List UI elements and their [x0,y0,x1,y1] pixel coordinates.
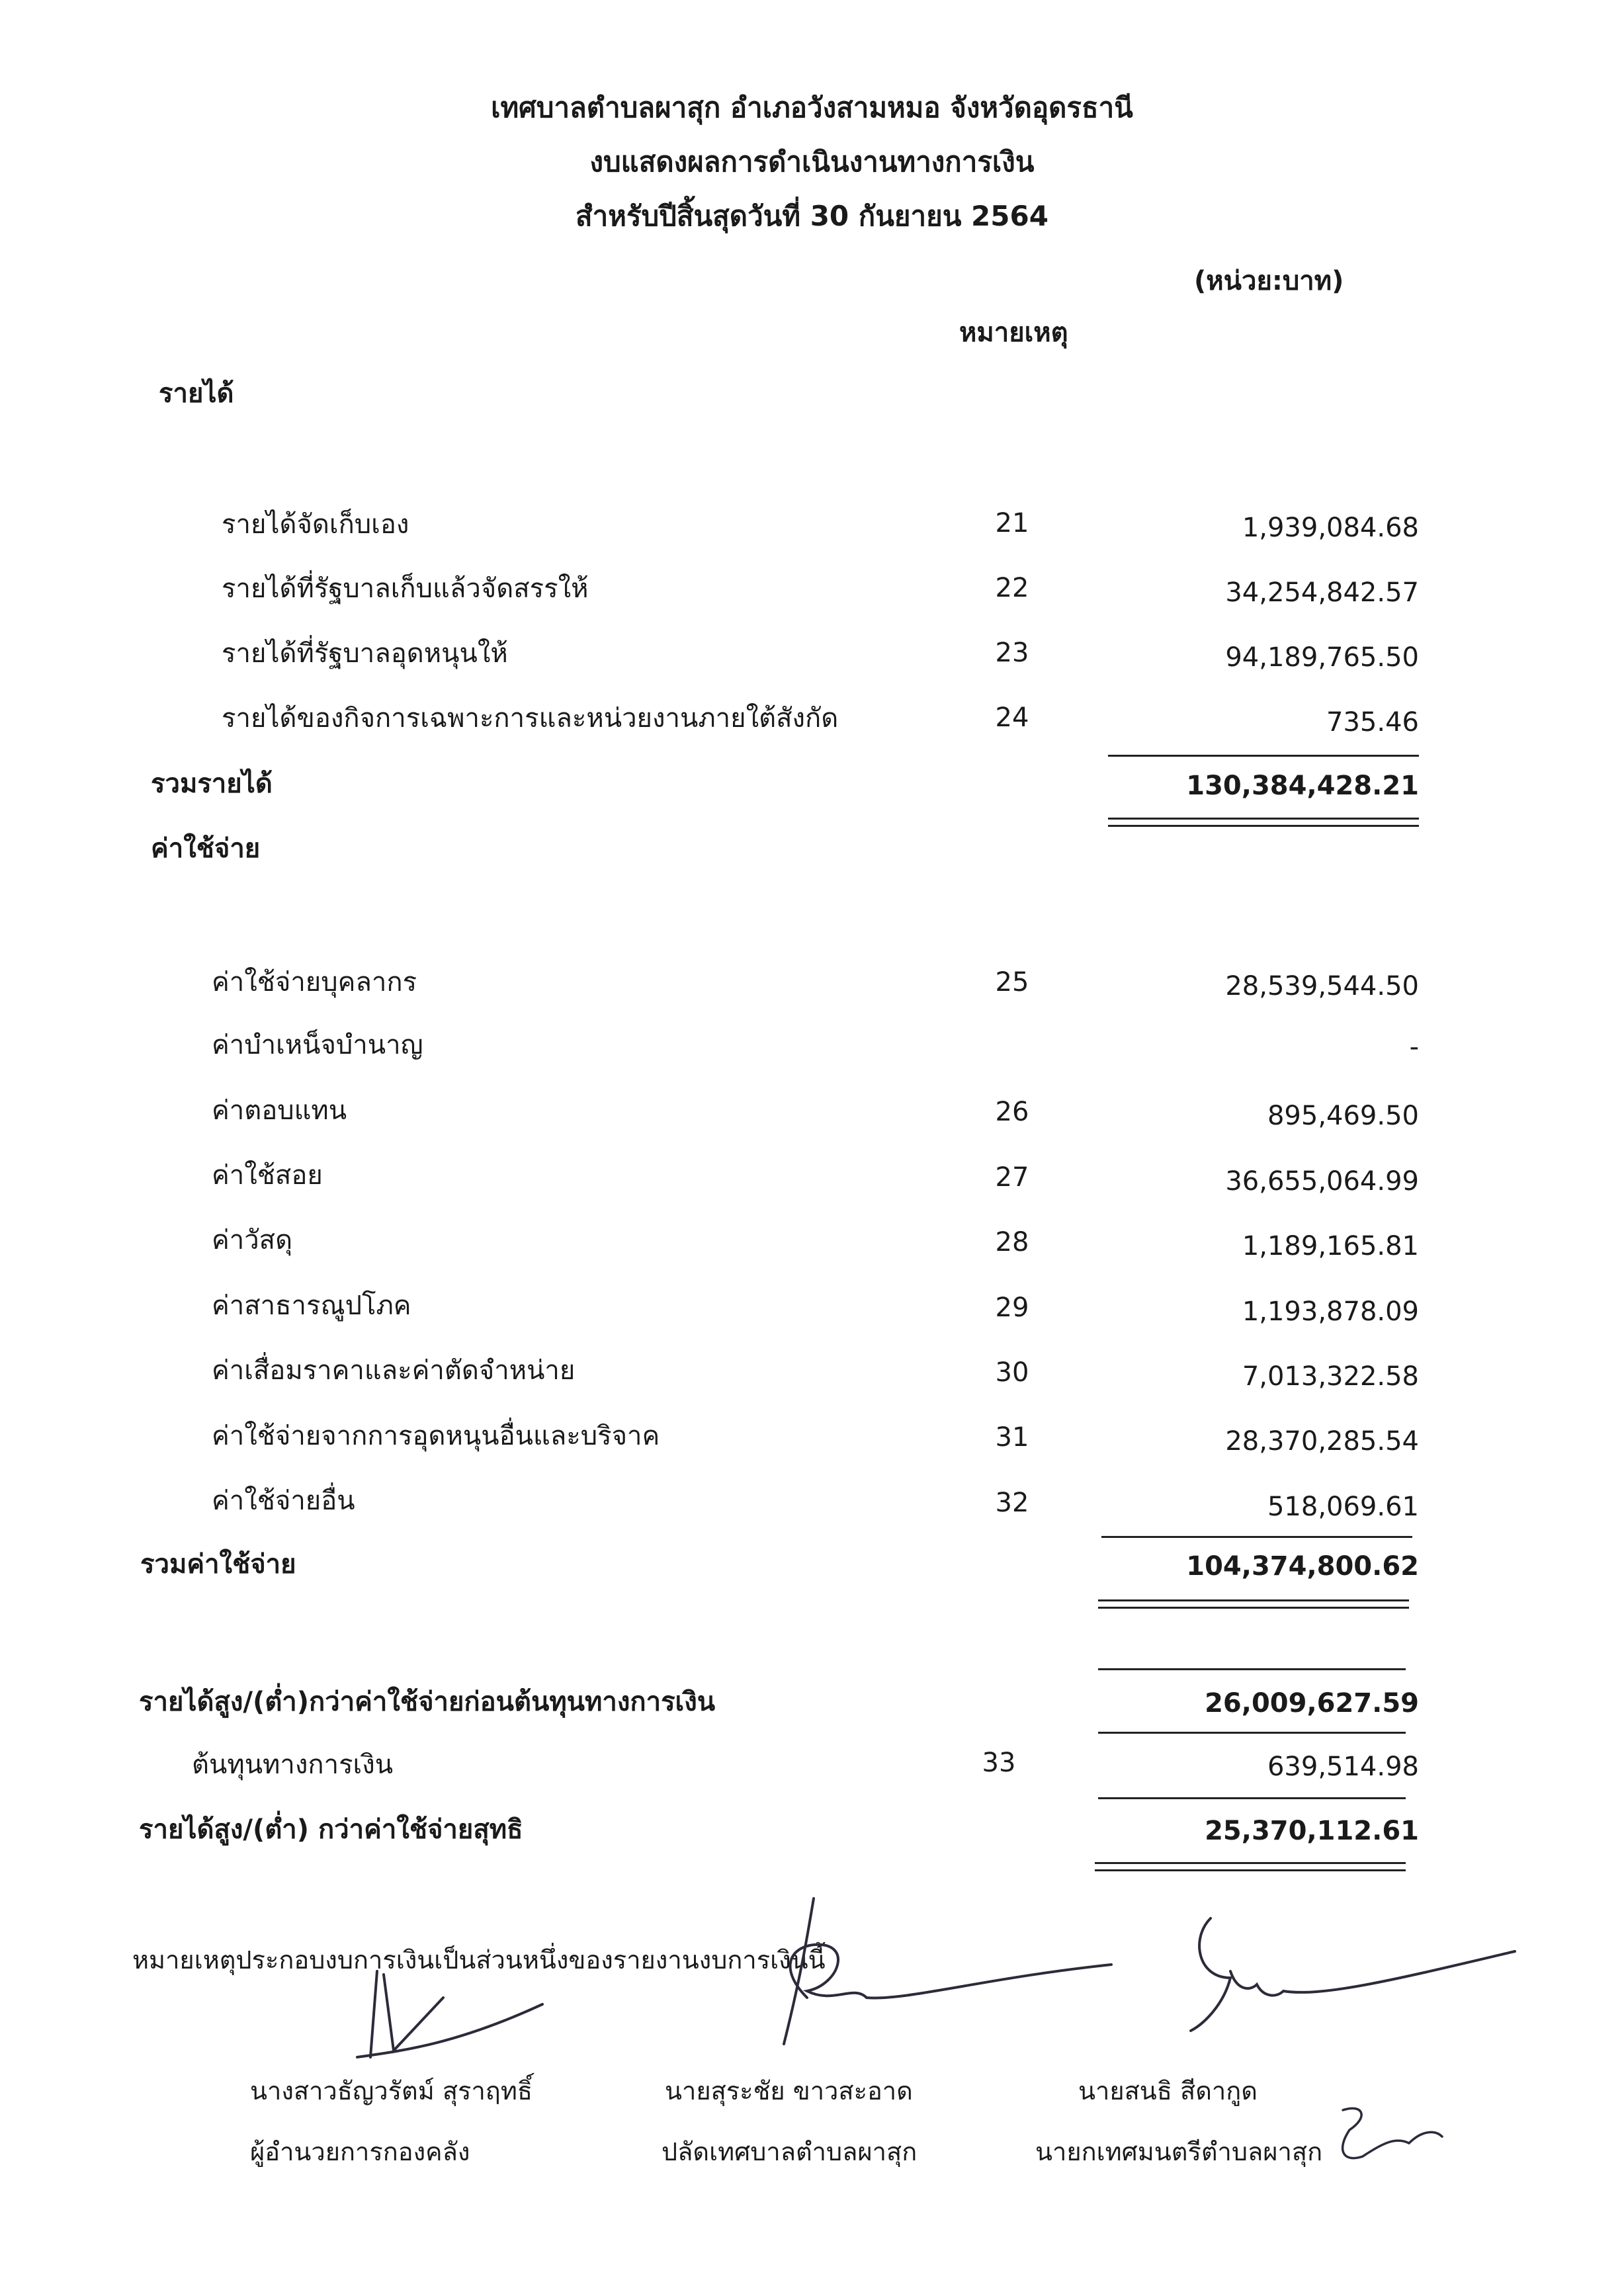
expense-item-note: 28 [995,1227,1029,1257]
expense-item-note: 32 [995,1488,1029,1518]
expense-item-note: 29 [995,1293,1029,1323]
double-rule-top [1108,818,1419,820]
signature-mayor [1125,1898,1535,2051]
revenue-item-amount: 1,939,084.68 [1242,513,1419,543]
signature-municipal-clerk [708,1885,1118,2070]
unit-label: (หน่วย:บาท) [1194,266,1344,296]
finance-cost-label: ต้นทุนทางการเงิน [192,1750,394,1780]
expense-item-amount: 7,013,322.58 [1242,1361,1419,1392]
statement-title: งบแสดงผลการดำเนินงานทางการเงิน [589,146,1035,178]
expense-item-amount: 28,539,544.50 [1225,971,1419,1001]
expense-item-label: ค่าสาธารณูปโภค [212,1291,411,1321]
before-finance-label: รายได้สูง/(ต่ำ)กว่าค่าใช้จ่ายก่อนต้นทุนทางการเงิน [139,1687,716,1717]
expense-total-amount: 104,374,800.62 [1186,1551,1419,1582]
note-column-header: หมายเหตุ [959,318,1068,348]
revenue-item-note: 24 [995,702,1029,733]
finance-cost-amount: 639,514.98 [1267,1752,1419,1782]
subtotal-rule [1098,1732,1406,1734]
revenue-item-amount: 735.46 [1326,707,1419,738]
double-rule-top [1098,1599,1409,1601]
signatory-title: ผู้อำนวยการกองคลัง [250,2137,470,2166]
signatory-name: นายสนธิ สีดากูด [1078,2076,1258,2105]
revenue-item-label: รายได้ที่รัฐบาลเก็บแล้วจัดสรรให้ [222,574,589,604]
revenue-item-amount: 94,189,765.50 [1225,642,1419,673]
finance-cost-note: 33 [982,1748,1016,1778]
double-rule-bottom [1095,1869,1406,1871]
org-title: เทศบาลตำบลผาสุก อำเภอวังสามหมอ จังหวัดอุดรธานี [491,91,1133,124]
expense-item-amount: 1,193,878.09 [1242,1296,1419,1327]
expense-item-label: ค่าตอบแทน [212,1095,347,1126]
subtotal-rule [1101,1536,1412,1538]
expense-item-label: ค่าใช้จ่ายจากการอุดหนุนอื่นและบริจาค [212,1421,660,1451]
expense-item-label: ค่าใช้สอย [212,1160,323,1191]
expense-total-label: รวมค่าใช้จ่าย [140,1549,296,1580]
revenue-item-note: 23 [995,638,1029,668]
revenue-item-amount: 34,254,842.57 [1225,577,1419,608]
signatory-name: นายสุระชัย ขาวสะอาด [665,2076,913,2105]
expense-item-amount: - [1409,1032,1419,1062]
expense-item-note: 30 [995,1357,1029,1388]
period-title: สำหรับปีสิ้นสุดวันที่ 30 กันยายน 2564 [576,200,1048,232]
signatory-title: ปลัดเทศบาลตำบลผาสุก [662,2137,918,2166]
expense-item-label: ค่าใช้จ่ายอื่น [212,1486,355,1516]
expense-item-note: 25 [995,967,1029,998]
expense-item-amount: 36,655,064.99 [1225,1166,1419,1197]
expense-item-amount: 895,469.50 [1267,1101,1419,1131]
revenue-item-label: รายได้ที่รัฐบาลอุดหนุนให้ [222,638,508,669]
expense-item-amount: 1,189,165.81 [1242,1231,1419,1261]
subtotal-rule [1098,1797,1406,1799]
double-rule-top [1095,1862,1406,1864]
revenue-heading: รายได้ [159,378,234,409]
signatory-title: นายกเทศมนตรีตำบลผาสุก [1035,2137,1323,2166]
revenue-item-label: รายได้ของกิจการเฉพาะการและหน่วยงานภายใต้สังกัด [222,703,839,734]
revenue-total-label: รวมรายได้ [151,769,273,799]
revenue-item-label: รายได้จัดเก็บเอง [222,509,409,540]
expense-item-note: 27 [995,1162,1029,1193]
expense-item-label: ค่าบำเหน็จบำนาญ [212,1030,423,1060]
subtotal-rule [1098,1668,1406,1670]
financial-notes-statement: หมายเหตุประกอบงบการเงินเป็นส่วนหนึ่งของรายงานงบการเงินนี้ [132,1945,826,1975]
expense-item-note: 26 [995,1097,1029,1127]
subtotal-rule [1108,755,1419,757]
double-rule-bottom [1098,1607,1409,1609]
expense-item-label: ค่าเสื่อมราคาและค่าตัดจำหน่าย [212,1355,576,1386]
net-result-amount: 25,370,112.61 [1205,1816,1419,1846]
revenue-item-note: 21 [995,508,1029,538]
expense-item-label: ค่าวัสดุ [212,1225,293,1255]
signatory-name: นางสาวธัญวรัตม์ สุราฤทธิ์ [250,2076,533,2105]
expense-item-amount: 28,370,285.54 [1225,1426,1419,1457]
before-finance-amount: 26,009,627.59 [1205,1688,1419,1719]
double-rule-bottom [1108,825,1419,827]
initials-mark [1323,2090,1455,2176]
net-result-label: รายได้สูง/(ต่ำ) กว่าค่าใช้จ่ายสุทธิ [139,1814,523,1845]
revenue-item-note: 22 [995,573,1029,603]
expense-heading: ค่าใช้จ่าย [151,833,261,864]
expense-item-note: 31 [995,1422,1029,1453]
expense-item-amount: 518,069.61 [1267,1492,1419,1522]
revenue-total-amount: 130,384,428.21 [1186,771,1419,801]
expense-item-label: ค่าใช้จ่ายบุคลากร [212,967,417,998]
